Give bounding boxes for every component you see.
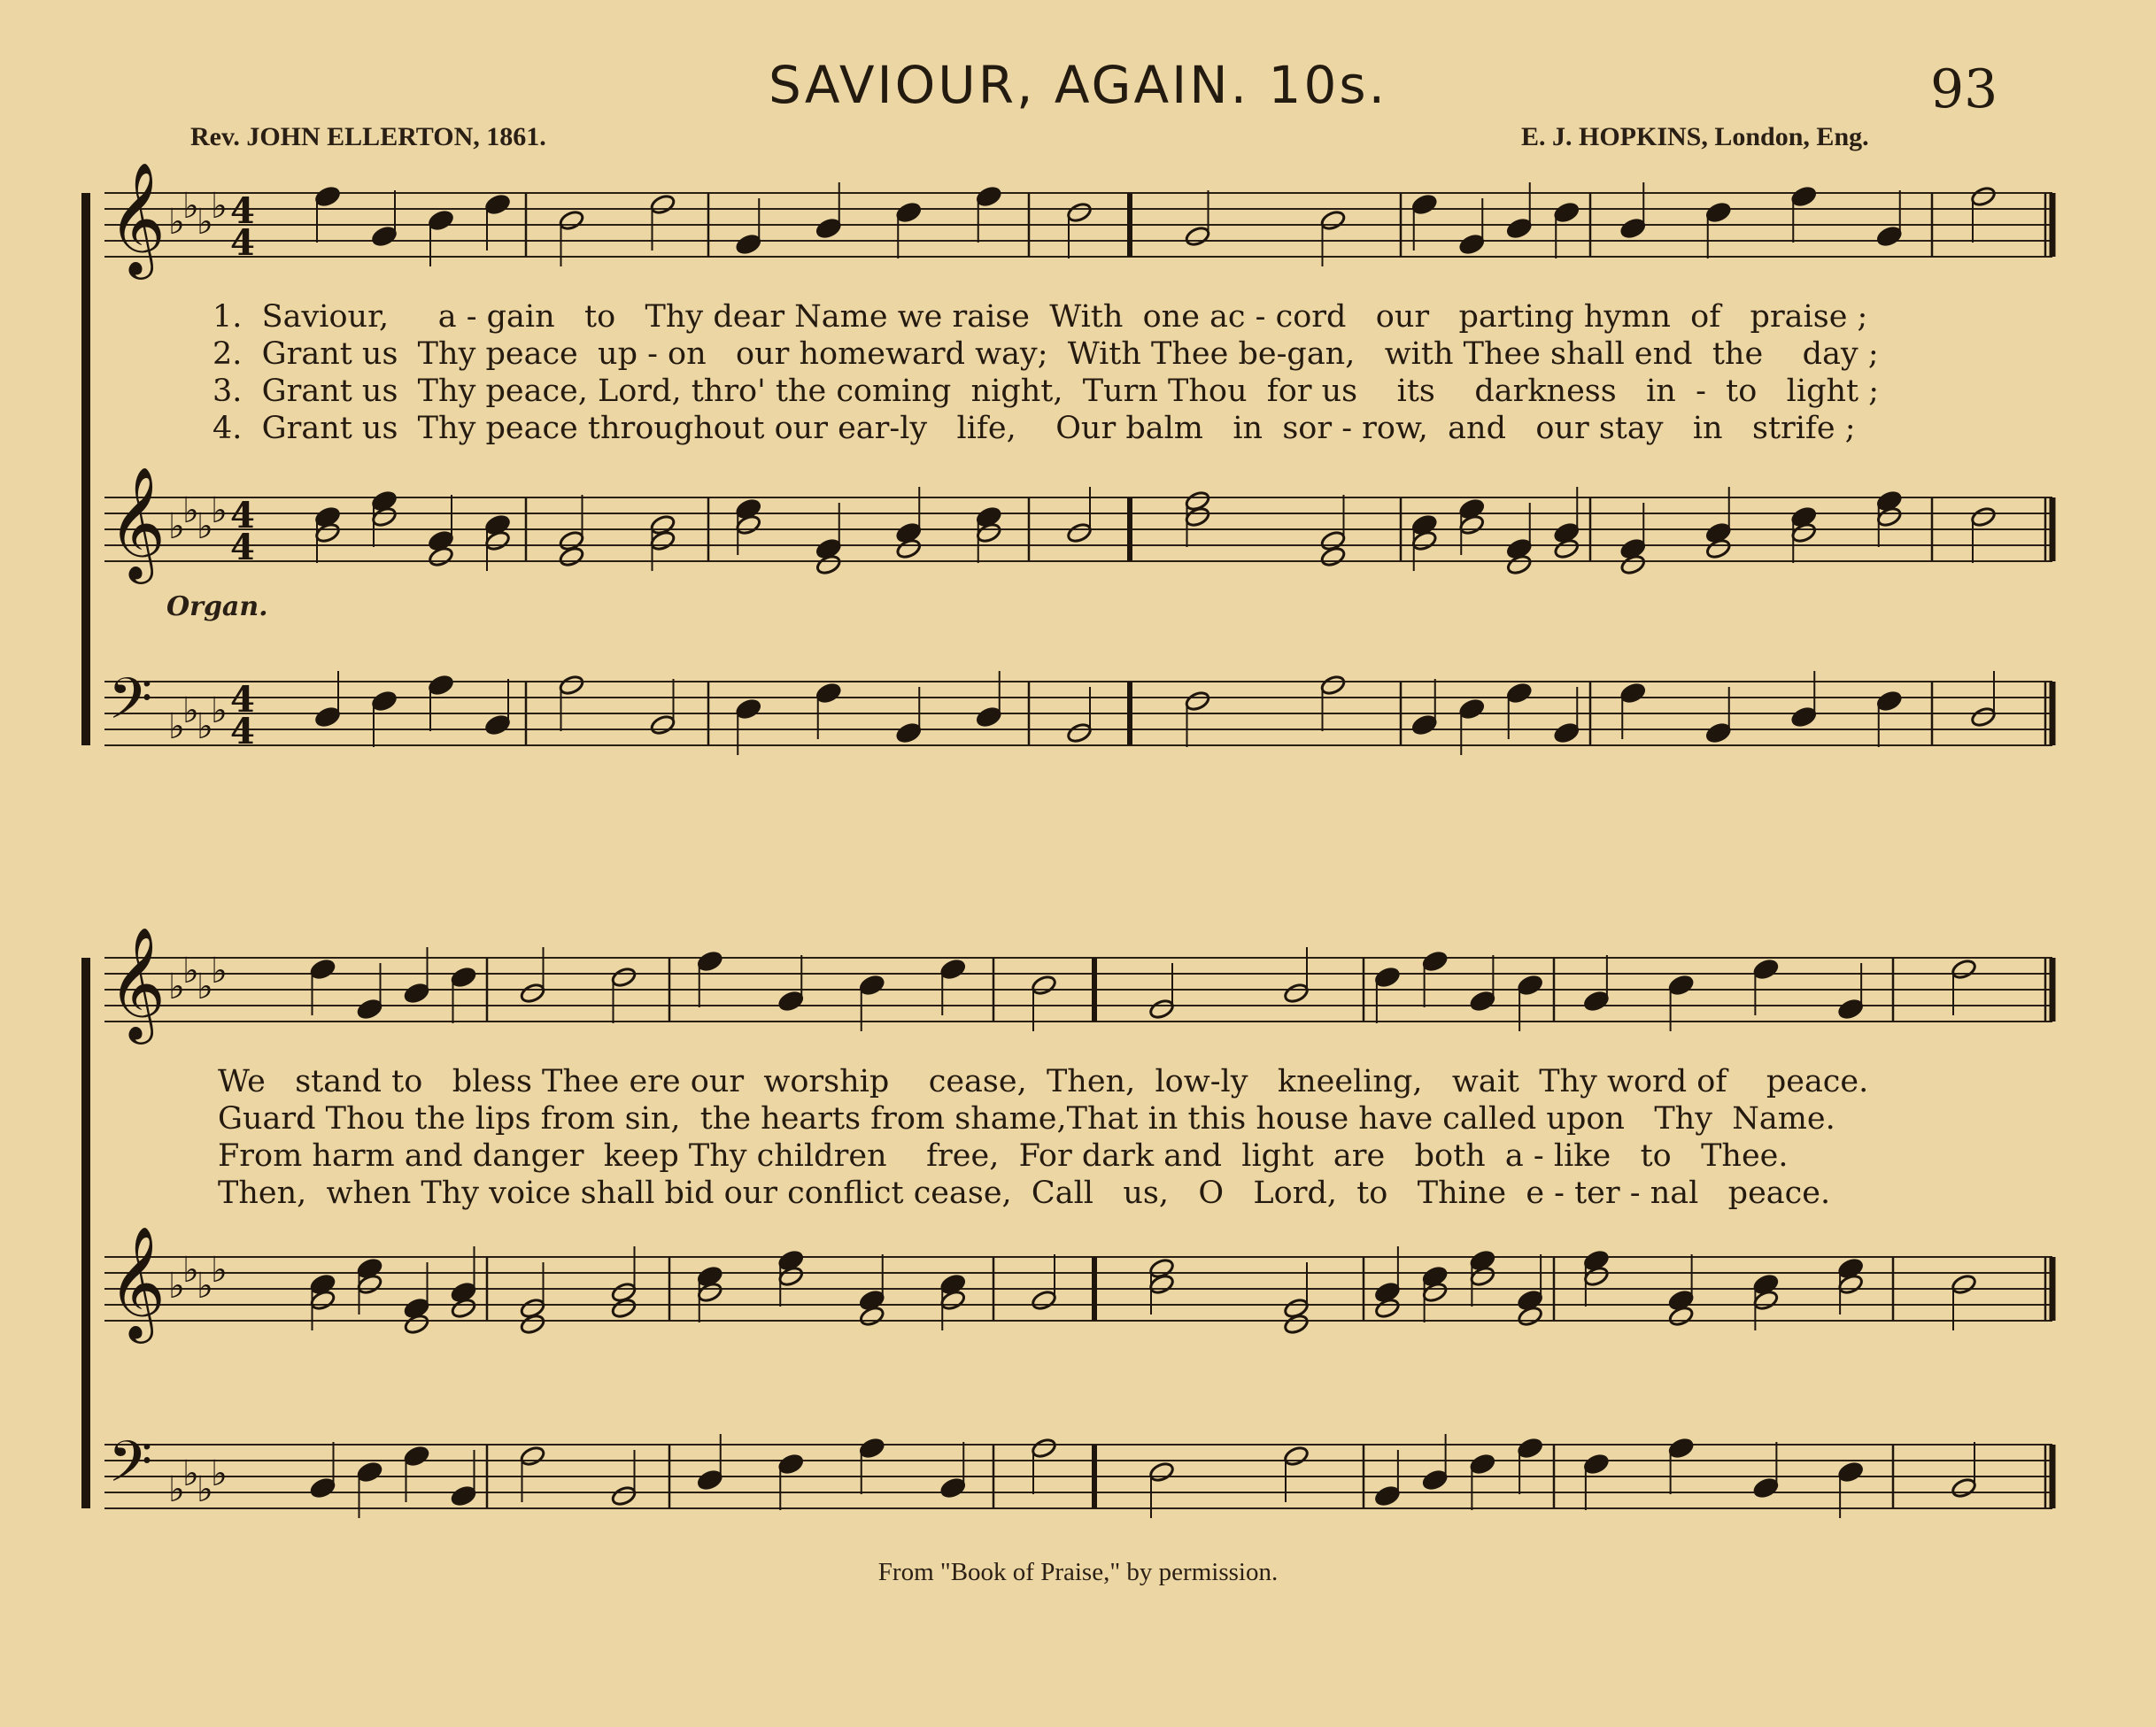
inner-voice-note — [1421, 1281, 1448, 1303]
flat-sign: ♭ — [197, 1469, 213, 1510]
quarter-note — [1517, 974, 1543, 996]
inner-voice-note — [519, 1313, 545, 1335]
half-note — [610, 1484, 637, 1507]
quarter-note — [309, 1476, 336, 1499]
inner-voice-note — [777, 1265, 804, 1287]
quarter-note — [1411, 193, 1438, 215]
system-bracket — [81, 958, 90, 1508]
flat-sign: ♭ — [197, 706, 213, 747]
quarter-note — [1517, 1437, 1543, 1459]
half-note — [1970, 185, 1997, 207]
half-note — [1184, 225, 1210, 247]
inner-voice-note — [939, 1289, 966, 1311]
time-signature-top: 4 — [230, 190, 255, 232]
quarter-note — [1506, 682, 1533, 704]
time-signature-bottom: 4 — [230, 711, 255, 752]
inner-voice-note — [314, 521, 341, 544]
quarter-note — [895, 721, 922, 744]
quarter-note — [314, 705, 341, 728]
half-note — [1031, 1437, 1057, 1459]
treble-clef: 𝄞 — [108, 466, 166, 579]
flat-sign: ♭ — [168, 967, 185, 1007]
quarter-note — [371, 690, 398, 712]
half-note — [1148, 998, 1175, 1020]
flat-sign: ♭ — [211, 1453, 228, 1494]
quarter-note — [1876, 225, 1903, 247]
flat-sign: ♭ — [197, 967, 213, 1007]
quarter-note — [815, 217, 842, 239]
quarter-note — [1837, 1461, 1864, 1483]
quarter-note — [777, 990, 804, 1012]
quarter-note — [428, 209, 454, 231]
half-note — [1951, 958, 1977, 980]
quarter-note — [895, 201, 922, 223]
inner-voice-note — [1283, 1313, 1310, 1335]
inner-voice-note — [403, 1313, 429, 1335]
quarter-note — [1411, 713, 1438, 736]
half-note — [1066, 721, 1093, 744]
inner-voice-note — [450, 1297, 476, 1319]
inner-voice-note — [309, 1289, 336, 1311]
flat-sign: ♭ — [168, 706, 185, 747]
quarter-note — [939, 958, 966, 980]
inner-voice-note — [859, 1305, 885, 1327]
half-note — [649, 713, 676, 736]
bass-clef: 𝄢 — [108, 1430, 153, 1509]
lyric-line-5: We stand to bless Thee ere our worship cease, Then, low-ly kneeling, wait Thy word of peace. — [218, 1064, 1869, 1099]
quarter-note — [976, 705, 1002, 728]
inner-voice-note — [1319, 545, 1346, 567]
half-note — [1283, 982, 1310, 1004]
flat-sign: ♭ — [168, 1266, 185, 1307]
quarter-note — [1837, 998, 1864, 1020]
quarter-note — [1553, 721, 1580, 744]
quarter-note — [1583, 1453, 1610, 1475]
quarter-note — [1619, 682, 1646, 704]
quarter-note — [976, 185, 1002, 207]
flat-sign: ♭ — [168, 1469, 185, 1510]
quarter-note — [356, 998, 383, 1020]
quarter-note — [1790, 705, 1817, 728]
quarter-note — [1553, 201, 1580, 223]
hymn-title: SAVIOUR, AGAIN. 10s. — [768, 55, 1388, 115]
inner-voice-note — [558, 545, 584, 567]
inner-voice-note — [976, 521, 1002, 544]
quarter-note — [1469, 990, 1495, 1012]
quarter-note — [1458, 233, 1485, 255]
flat-sign: ♭ — [182, 951, 199, 991]
page-number: 93 — [1930, 58, 1998, 120]
half-note — [1066, 521, 1093, 544]
half-note — [1951, 1476, 1977, 1499]
flat-sign: ♭ — [182, 1250, 199, 1291]
inner-voice-note — [1837, 1273, 1864, 1295]
half-note — [610, 966, 637, 988]
half-note — [1148, 1461, 1175, 1483]
time-signature-top: 4 — [230, 679, 255, 721]
flat-sign: ♭ — [211, 690, 228, 731]
quarter-note — [777, 1453, 804, 1475]
quarter-note — [1667, 1437, 1694, 1459]
quarter-note — [450, 966, 476, 988]
quarter-note — [1583, 990, 1610, 1012]
inner-voice-note — [371, 505, 398, 528]
time-signature-bottom: 4 — [230, 222, 255, 264]
quarter-note — [1619, 217, 1646, 239]
inner-voice-note — [356, 1273, 383, 1295]
inner-voice-note — [1583, 1265, 1610, 1287]
flat-sign: ♭ — [168, 202, 185, 243]
quarter-note — [484, 193, 511, 215]
inner-voice-note — [697, 1281, 723, 1303]
quarter-note — [735, 233, 761, 255]
quarter-note — [484, 713, 511, 736]
inner-voice-note — [1506, 553, 1533, 575]
flat-sign: ♭ — [197, 506, 213, 547]
quarter-note — [859, 1437, 885, 1459]
quarter-note — [314, 185, 341, 207]
half-note — [1319, 674, 1346, 696]
organ-label: Organ. — [166, 591, 268, 622]
quarter-note — [1458, 698, 1485, 720]
inner-voice-note — [1790, 521, 1817, 544]
quarter-note — [1752, 1476, 1779, 1499]
quarter-note — [450, 1484, 476, 1507]
quarter-note — [356, 1461, 383, 1483]
half-note — [1951, 1273, 1977, 1295]
inner-voice-note — [735, 513, 761, 536]
inner-voice-note — [428, 545, 454, 567]
quarter-note — [428, 674, 454, 696]
treble-clef: 𝄞 — [108, 926, 166, 1039]
inner-voice-note — [1553, 537, 1580, 559]
lyric-line-1: 1. Saviour, a - gain to Thy dear Name we raise With one ac - cord our parting hymn of praise ; — [213, 299, 1868, 335]
flat-sign: ♭ — [211, 951, 228, 991]
quarter-note — [403, 982, 429, 1004]
inner-voice-note — [1667, 1305, 1694, 1327]
quarter-note — [735, 698, 761, 720]
lyric-line-7: From harm and danger keep Thy children free, For dark and light are both a - like to Thee. — [218, 1138, 1789, 1174]
quarter-note — [1752, 958, 1779, 980]
quarter-note — [1469, 1453, 1495, 1475]
quarter-note — [309, 958, 336, 980]
inner-voice-note — [1411, 529, 1438, 551]
half-note — [1970, 505, 1997, 528]
composer-credit: E. J. HOPKINS, London, Eng. — [1521, 122, 1869, 151]
inner-voice-note — [1458, 513, 1485, 536]
time-signature-top: 4 — [230, 495, 255, 536]
half-note — [1283, 1445, 1310, 1467]
flat-sign: ♭ — [197, 202, 213, 243]
quarter-note — [371, 225, 398, 247]
quarter-note — [1790, 185, 1817, 207]
quarter-note — [1876, 690, 1903, 712]
quarter-note — [1421, 1469, 1448, 1491]
inner-voice-note — [1619, 553, 1646, 575]
lyric-line-4: 4. Grant us Thy peace throughout our ear-ly life, Our balm in sor - row, and our stay in strife ; — [213, 411, 1856, 446]
flat-sign: ♭ — [211, 186, 228, 227]
quarter-note — [403, 1445, 429, 1467]
inner-voice-note — [1876, 505, 1903, 528]
flat-sign: ♭ — [211, 490, 228, 531]
bass-clef: 𝄢 — [108, 667, 153, 746]
flat-sign: ♭ — [182, 490, 199, 531]
inner-voice-note — [484, 529, 511, 551]
quarter-note — [1705, 721, 1732, 744]
quarter-note — [939, 1476, 966, 1499]
quarter-note — [1506, 217, 1533, 239]
quarter-note — [697, 1469, 723, 1491]
inner-voice-note — [1752, 1289, 1779, 1311]
source-credit: From "Book of Praise," by permission. — [877, 1558, 1279, 1586]
inner-voice-note — [1148, 1273, 1175, 1295]
inner-voice-note — [1184, 505, 1210, 528]
lyric-line-6: Guard Thou the lips from sin, the hearts from shame,That in this house have called upon Thy Name. — [218, 1101, 1835, 1137]
flat-sign: ♭ — [168, 506, 185, 547]
quarter-note — [1374, 966, 1401, 988]
flat-sign: ♭ — [211, 1250, 228, 1291]
inner-voice-note — [815, 553, 842, 575]
flat-sign: ♭ — [182, 1453, 199, 1494]
half-note — [519, 1445, 545, 1467]
lyric-line-8: Then, when Thy voice shall bid our conflict cease, Call us, O Lord, to Thine e - ter - nal peace. — [218, 1176, 1831, 1211]
half-note — [558, 674, 584, 696]
quarter-note — [1374, 1484, 1401, 1507]
system-bracket — [81, 193, 90, 745]
half-note — [649, 193, 676, 215]
quarter-note — [697, 950, 723, 972]
inner-voice-note — [895, 537, 922, 559]
half-note — [1031, 1289, 1057, 1311]
quarter-note — [1705, 201, 1732, 223]
half-note — [1970, 705, 1997, 728]
quarter-note — [859, 974, 885, 996]
treble-clef: 𝄞 — [108, 1225, 166, 1338]
flat-sign: ♭ — [182, 690, 199, 731]
author-credit: Rev. JOHN ELLERTON, 1861. — [190, 122, 546, 151]
time-signature-bottom: 4 — [230, 527, 255, 568]
lyric-line-2: 2. Grant us Thy peace up - on our homeward way; With Thee be-gan, with Thee shall end the day ; — [213, 336, 1879, 372]
inner-voice-note — [1517, 1305, 1543, 1327]
quarter-note — [815, 682, 842, 704]
quarter-note — [1667, 974, 1694, 996]
inner-voice-note — [1705, 537, 1732, 559]
quarter-note — [1421, 950, 1448, 972]
half-note — [1319, 209, 1346, 231]
half-note — [1031, 974, 1057, 996]
inner-voice-note — [1374, 1297, 1401, 1319]
inner-voice-note — [1469, 1265, 1495, 1287]
flat-sign: ♭ — [197, 1266, 213, 1307]
inner-voice-note — [610, 1297, 637, 1319]
treble-clef: 𝄞 — [108, 161, 166, 274]
half-note — [519, 982, 545, 1004]
half-note — [1066, 201, 1093, 223]
half-note — [1184, 690, 1210, 712]
half-note — [558, 209, 584, 231]
flat-sign: ♭ — [182, 186, 199, 227]
lyric-line-3: 3. Grant us Thy peace, Lord, thro' the coming night, Turn Thou for us its darkness in - to light ; — [213, 374, 1880, 409]
inner-voice-note — [649, 529, 676, 551]
